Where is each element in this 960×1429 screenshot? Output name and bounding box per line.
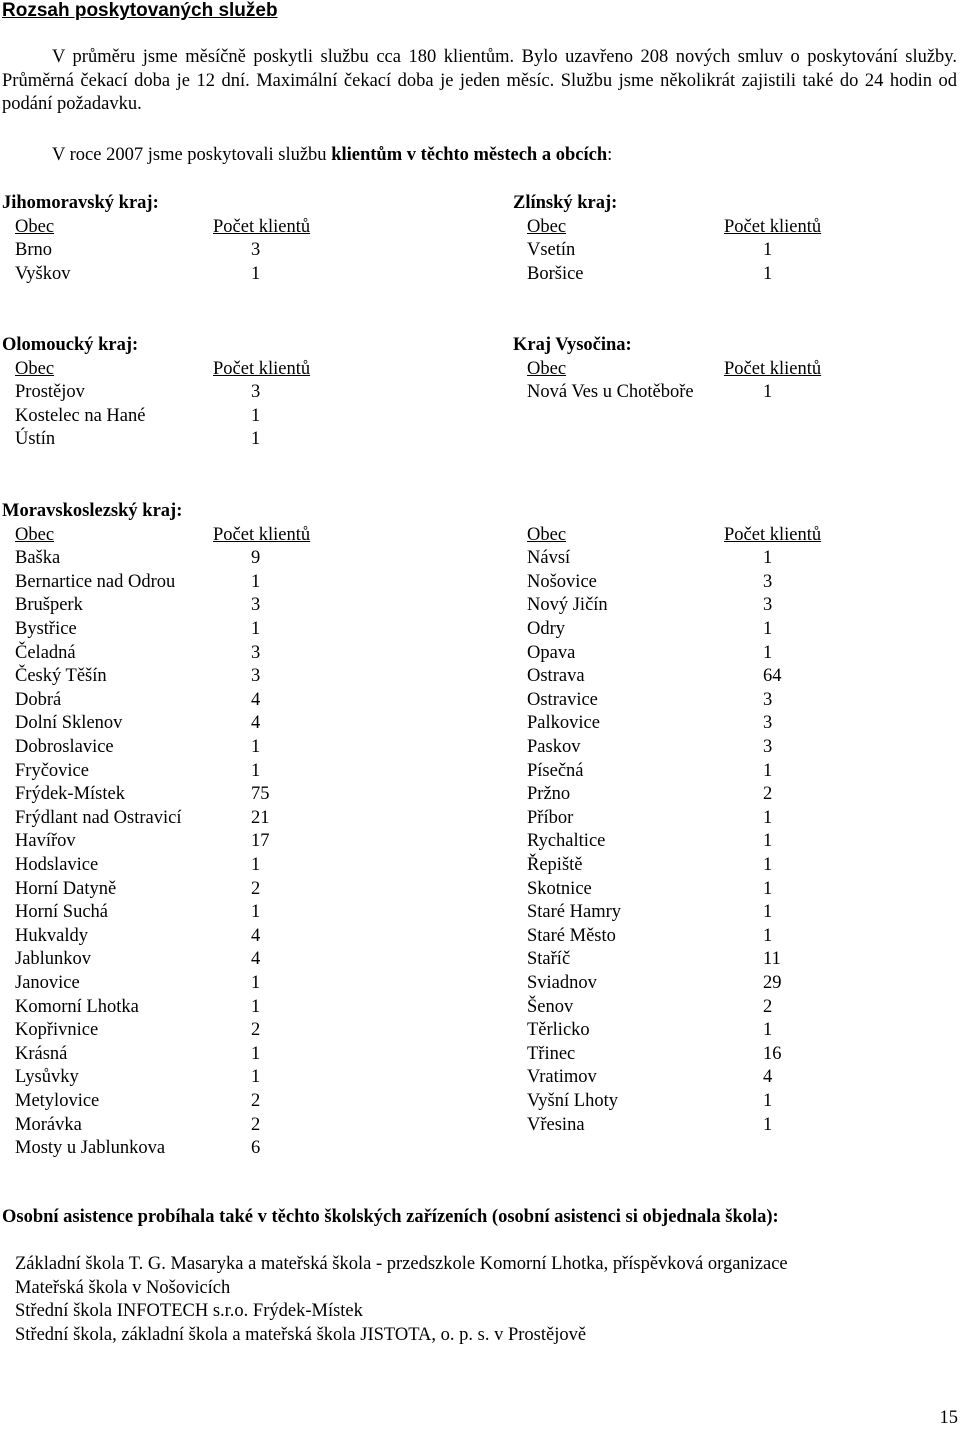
municipality-name: Vsetín [527, 240, 576, 261]
municipality-name: Rychaltice [527, 831, 606, 852]
client-count: 1 [763, 240, 773, 261]
client-count: 1 [251, 973, 261, 993]
municipality-name: Vyškov [15, 263, 71, 284]
client-count: 9 [251, 548, 261, 569]
municipality-name: Třinec [527, 1043, 576, 1064]
municipality-name: Palkovice [527, 713, 600, 734]
client-count: 17 [251, 831, 270, 852]
column-header-count: Počet klientů [724, 524, 822, 545]
municipality-name: Ústín [15, 429, 56, 450]
client-count: 3 [763, 595, 773, 616]
municipality-name: Krásná [15, 1043, 68, 1064]
client-count: 3 [763, 713, 773, 734]
client-count: 4 [251, 925, 261, 946]
column-header-obec: Obec [527, 358, 567, 379]
client-count: 1 [763, 1114, 773, 1135]
client-count: 1 [251, 737, 261, 757]
intro-sentence [52, 145, 612, 166]
client-count: 2 [763, 784, 773, 805]
client-count: 1 [251, 760, 261, 781]
region-heading: Olomoucký kraj: [2, 335, 139, 355]
municipality-name: Paskov [527, 737, 581, 757]
schools-heading: Osobní asistence probíhala také v těchto školských zařízeních (osobní asistenci si objednala škola): [2, 1207, 779, 1227]
municipality-name: Ostravice [527, 689, 598, 710]
intro-prefix: V roce 2007 jsme poskytovali službu [52, 145, 332, 165]
municipality-name: Odry [527, 619, 566, 639]
client-count: 3 [251, 240, 261, 261]
municipality-name: Horní Suchá [15, 902, 108, 923]
municipality-name: Komorní Lhotka [15, 996, 139, 1017]
column-header-count: Počet klientů [213, 216, 311, 237]
client-count: 1 [251, 263, 261, 284]
client-count: 3 [251, 642, 261, 663]
client-count: 1 [763, 902, 773, 923]
municipality-name: Čeladná [15, 642, 76, 663]
municipality-name: Řepiště [527, 855, 583, 875]
client-count: 2 [251, 1020, 261, 1041]
municipality-name: Písečná [527, 760, 584, 781]
municipality-name: Morávka [15, 1114, 82, 1135]
municipality-name: Nová Ves u Chotěboře [527, 382, 694, 403]
client-count: 1 [763, 263, 773, 284]
municipality-name: Skotnice [527, 878, 592, 899]
column-header-count: Počet klientů [724, 216, 822, 237]
client-count: 2 [251, 1114, 261, 1135]
municipality-name: Český Těšín [15, 666, 107, 687]
municipality-name: Dobroslavice [15, 737, 114, 757]
municipality-name: Frýdek-Místek [15, 784, 125, 805]
municipality-name: Brušperk [15, 595, 83, 616]
municipality-name: Těrlicko [527, 1020, 590, 1041]
client-count: 2 [251, 878, 261, 899]
municipality-name: Pržno [527, 784, 571, 805]
school-item: Mateřská škola v Nošovicích [15, 1277, 231, 1298]
client-count: 1 [763, 878, 773, 899]
client-count: 4 [251, 949, 261, 970]
municipality-name: Bernartice nad Odrou [15, 571, 176, 592]
municipality-name: Hodslavice [15, 855, 99, 875]
client-count: 1 [251, 855, 261, 875]
client-count: 4 [251, 713, 261, 734]
intro-paragraph: V průměru jsme měsíčně poskytli službu cca 180 klientům. Bylo uzavřeno 208 nových smluv o poskytování služby. Průměrná čekací doba je 12 dní. Maximální čekací doba je jeden měsíc. Službu jsme několikrát zajistili také do 24 hodin od podání požadavku. [2, 47, 957, 114]
client-count: 3 [251, 382, 261, 403]
column-header-obec: Obec [15, 216, 55, 237]
client-count: 29 [763, 973, 782, 993]
municipality-name: Vyšní Lhoty [527, 1091, 618, 1111]
intro-bold: klientům v těchto městech a obcích [331, 145, 608, 165]
municipality-name: Kostelec na Hané [15, 405, 146, 426]
municipality-name: Vřesina [527, 1114, 585, 1135]
municipality-name: Kopřivnice [15, 1020, 99, 1041]
client-count: 1 [251, 429, 261, 450]
page-number: 15 [939, 1408, 958, 1428]
client-count: 11 [763, 949, 781, 970]
client-count: 1 [763, 382, 773, 403]
client-count: 1 [251, 996, 261, 1017]
municipality-name: Staré Město [527, 925, 616, 946]
client-count: 1 [763, 831, 773, 852]
column-header-count: Počet klientů [724, 358, 822, 379]
column-header-count: Počet klientů [213, 358, 311, 379]
school-item: Základní škola T. G. Masaryka a mateřská škola - przedszkole Komorní Lhotka, příspěvková organizace [15, 1254, 788, 1274]
municipality-name: Staré Hamry [527, 902, 622, 923]
client-count: 4 [763, 1067, 773, 1088]
column-header-obec: Obec [527, 216, 567, 237]
municipality-name: Prostějov [15, 382, 85, 403]
municipality-name: Horní Datyně [15, 878, 117, 899]
municipality-name: Ostrava [527, 666, 585, 687]
municipality-name: Dobrá [15, 689, 62, 710]
client-count: 1 [763, 548, 773, 569]
municipality-name: Havířov [15, 831, 76, 852]
region-heading: Kraj Vysočina: [513, 335, 632, 355]
municipality-name: Bystřice [15, 619, 77, 639]
client-count: 2 [763, 996, 773, 1017]
client-count: 64 [763, 666, 782, 687]
column-header-obec: Obec [15, 524, 55, 545]
client-count: 1 [251, 1043, 261, 1064]
region-heading: Jihomoravský kraj: [2, 193, 159, 213]
municipality-name: Baška [15, 548, 61, 569]
client-count: 75 [251, 784, 270, 805]
column-header-count: Počet klientů [213, 524, 311, 545]
column-header-obec: Obec [527, 524, 567, 545]
municipality-name: Šenov [527, 996, 574, 1017]
client-count: 1 [763, 760, 773, 781]
school-item: Střední škola INFOTECH s.r.o. Frýdek-Místek [15, 1301, 363, 1322]
client-count: 3 [251, 595, 261, 616]
municipality-name: Lysůvky [15, 1067, 79, 1088]
municipality-name: Mosty u Jablunkova [15, 1138, 166, 1159]
client-count: 3 [763, 571, 773, 592]
municipality-name: Nový Jičín [527, 595, 608, 616]
client-count: 1 [763, 925, 773, 946]
client-count: 3 [763, 689, 773, 710]
municipality-name: Frýdlant nad Ostravicí [15, 807, 182, 828]
region-heading: Moravskoslezský kraj: [2, 501, 183, 521]
municipality-name: Staříč [527, 949, 571, 970]
municipality-name: Metylovice [15, 1091, 100, 1111]
municipality-name: Návsí [527, 548, 571, 569]
client-count: 1 [251, 571, 261, 592]
school-item: Střední škola, základní škola a mateřská škola JISTOTA, o. p. s. v Prostějově [15, 1324, 587, 1345]
municipality-name: Boršice [527, 263, 584, 284]
client-count: 1 [251, 1067, 261, 1088]
municipality-name: Opava [527, 642, 576, 663]
region-heading: Zlínský kraj: [513, 193, 618, 213]
page-title: Rozsah poskytovaných služeb [2, 0, 278, 21]
client-count: 16 [763, 1043, 782, 1064]
client-count: 1 [763, 1091, 773, 1111]
client-count: 4 [251, 689, 261, 710]
client-count: 3 [251, 666, 261, 687]
municipality-name: Sviadnov [527, 973, 597, 993]
municipality-name: Příbor [527, 807, 574, 828]
column-header-obec: Obec [15, 358, 55, 379]
client-count: 3 [763, 737, 773, 757]
client-count: 1 [763, 807, 773, 828]
municipality-name: Jablunkov [15, 949, 92, 970]
client-count: 1 [763, 855, 773, 875]
client-count: 1 [763, 1020, 773, 1041]
client-count: 21 [251, 807, 270, 828]
municipality-name: Hukvaldy [15, 925, 88, 946]
client-count: 1 [251, 619, 261, 639]
client-count: 1 [763, 642, 773, 663]
municipality-name: Fryčovice [15, 760, 89, 781]
municipality-name: Vratimov [527, 1067, 597, 1088]
municipality-name: Nošovice [527, 571, 597, 592]
municipality-name: Brno [15, 240, 52, 261]
client-count: 1 [763, 619, 773, 639]
municipality-name: Dolní Sklenov [15, 713, 123, 734]
client-count: 6 [251, 1138, 261, 1159]
municipality-name: Janovice [15, 973, 80, 993]
client-count: 1 [251, 902, 261, 923]
client-count: 1 [251, 405, 261, 426]
client-count: 2 [251, 1091, 261, 1111]
intro-suffix: : [607, 145, 613, 165]
